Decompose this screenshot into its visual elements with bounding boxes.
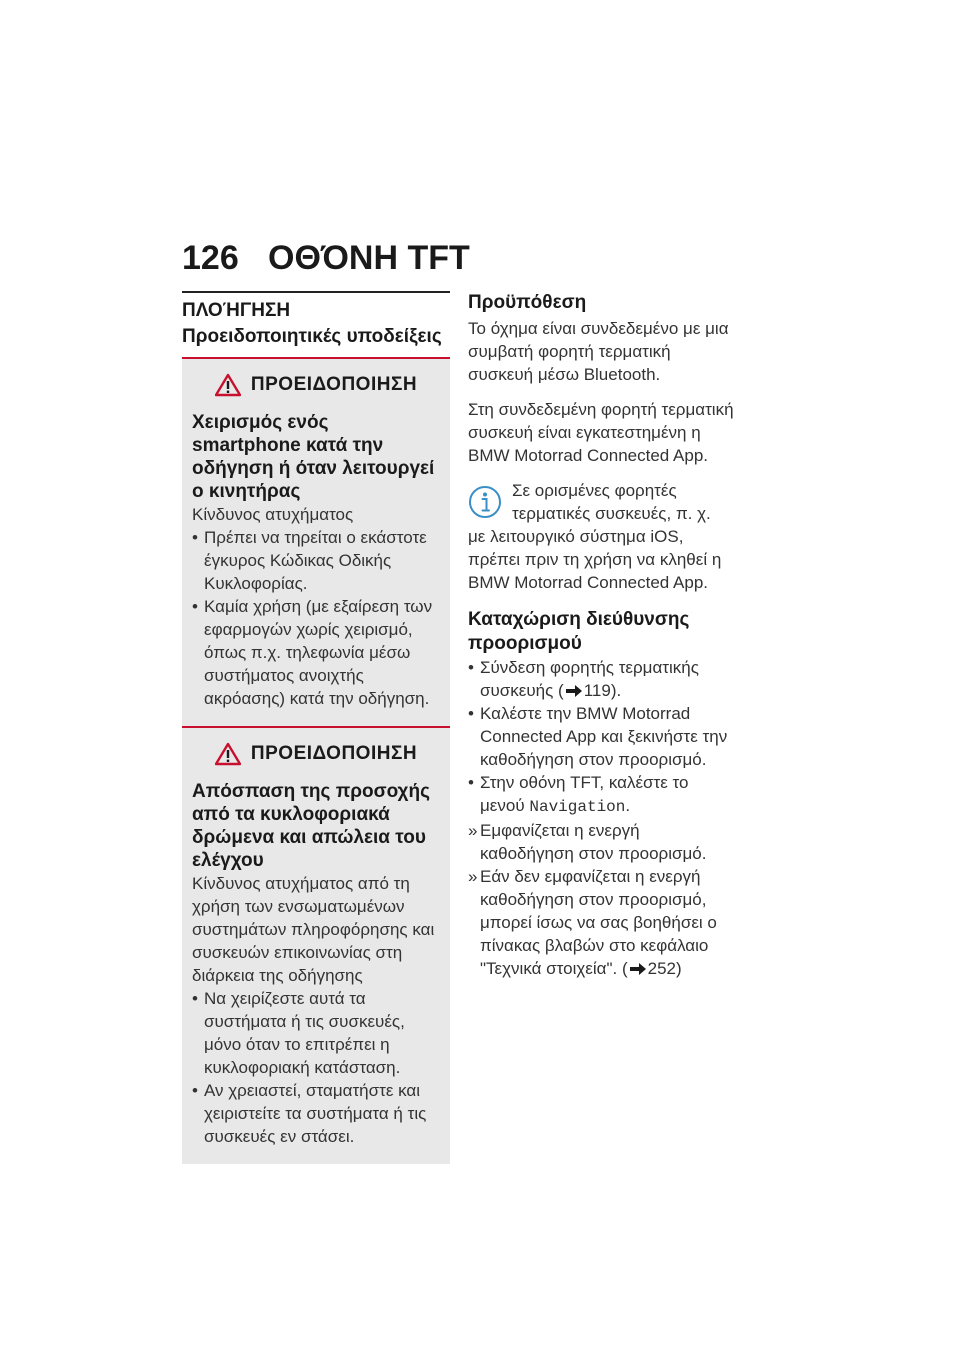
page-header xyxy=(182,238,470,278)
steps-list xyxy=(468,656,736,980)
warning-label: ΠΡΟΕΙΔΟΠΟΙΗΣΗ xyxy=(250,743,418,764)
list-item: • Πρέπει να τηρείται ο εκάστοτε έγκυρος Κώδικας Οδικής Κυκλοφορίας. xyxy=(192,526,440,595)
destination-title: Καταχώριση διεύθυνσης προορισμού xyxy=(468,609,690,654)
page-reference[interactable]: 119 xyxy=(583,681,611,700)
section-rule xyxy=(182,291,450,293)
warning-risk: Κίνδυνος ατυχήματος xyxy=(192,505,354,524)
list-item: » Εμφανίζεται η ενεργή καθοδήγηση στον προορισμό. xyxy=(468,819,736,865)
list-item: • Αν χρειαστεί, σταματήστε και χειριστείτε τα συστήματα ή τις συσκευές εν στάσει. xyxy=(192,1079,440,1148)
warning-label: ΠΡΟΕΙΔΟΠΟΙΗΣΗ xyxy=(250,374,418,395)
warning-triangle-icon xyxy=(215,742,241,766)
list-item xyxy=(468,865,736,980)
page-reference-icon xyxy=(630,963,646,975)
section-title: ΠΛΟΉΓΗΣΗ xyxy=(182,300,291,321)
prerequisite-text-2: Στη συνδεδεμένη φορητή τερματική συσκευή είναι εγκατεστημένη η BMW Motorrad Connected App. xyxy=(468,400,734,465)
menu-name: Navigation xyxy=(529,798,626,816)
list-item: • Καλέστε την BMW Motorrad Connected App και ξεκινήστε την καθοδήγηση στον προορισμό. xyxy=(468,702,736,771)
prerequisite-title: Προϋπόθεση xyxy=(468,292,587,313)
info-note xyxy=(468,479,736,594)
info-icon xyxy=(468,485,502,519)
subsection-title: Προειδοποιητικές υποδείξεις xyxy=(182,326,442,347)
left-column xyxy=(182,291,450,1164)
chapter-title: ΟΘΌΝΗ TFT xyxy=(268,239,470,277)
warning-title: Απόσπαση της προσοχής από τα κυκλοφοριακά δρώμενα και απώλεια του ελέγχου xyxy=(192,781,430,871)
list-item: • Καμία χρήση (με εξαίρεση των εφαρμογών χωρίς χειρισμό, όπως π.χ. τηλεφωνία μέσω συστήματος ανοιχτής ακρόασης) κατά την οδήγηση. xyxy=(192,595,440,710)
warning-title: Χειρισμός ενός smartphone κατά την οδήγηση ή όταν λειτουργεί ο κινητήρας xyxy=(192,412,435,502)
warning-box xyxy=(182,726,450,1164)
step-text: Σύνδεση φορητής τερματικής συσκευής ( xyxy=(480,658,699,700)
info-note-rest: με λειτουργικό σύστημα iOS, πρέπει πριν τη χρήση να κληθεί η BMW Motorrad Connected App. xyxy=(468,527,722,592)
page-number: 126 xyxy=(182,239,239,277)
warning-header xyxy=(192,373,440,397)
warning-risk: Κίνδυνος ατυχήματος από τη χρήση των ενσωματωμένων συστημάτων πληροφόρησης και συσκευών επικοινωνίας στη διάρκεια της οδήγησης xyxy=(192,874,435,985)
prerequisite-text: Το όχημα είναι συνδεδεμένο με μια συμβατή φορητή τερματική συσκευή μέσω Bluetooth. xyxy=(468,319,729,384)
list-item xyxy=(468,771,736,819)
warning-list xyxy=(192,987,440,1148)
warning-list xyxy=(192,526,440,710)
warning-triangle-icon xyxy=(215,373,241,397)
page-reference-icon xyxy=(566,685,582,697)
warning-header xyxy=(192,742,440,766)
list-item: • Να χειρίζεστε αυτά τα συστήματα ή τις συσκευές, μόνο όταν το επιτρέπει η κυκλοφοριακή κατάσταση. xyxy=(192,987,440,1079)
page-reference[interactable]: 252 xyxy=(647,959,676,978)
list-item xyxy=(468,656,736,702)
step-text: ) xyxy=(676,959,682,978)
right-column xyxy=(468,291,736,980)
warning-box xyxy=(182,359,450,726)
info-note-first: Σε ορισμένες φορητές τερματικές συσκευές, π. χ. xyxy=(512,481,711,523)
step-text: ). xyxy=(610,681,622,700)
step-text: Στην οθόνη TFT, καλέστε το μενού xyxy=(480,773,689,815)
step-text: Εάν δεν εμφανίζεται η ενεργή καθοδήγηση στον προορισμό, μπορεί ίσως να σας βοηθήσει ο πίνακας βλαβών στο κεφάλαιο "Τεχνικά στοιχεία". ( xyxy=(480,867,717,978)
step-text: . xyxy=(625,796,631,815)
